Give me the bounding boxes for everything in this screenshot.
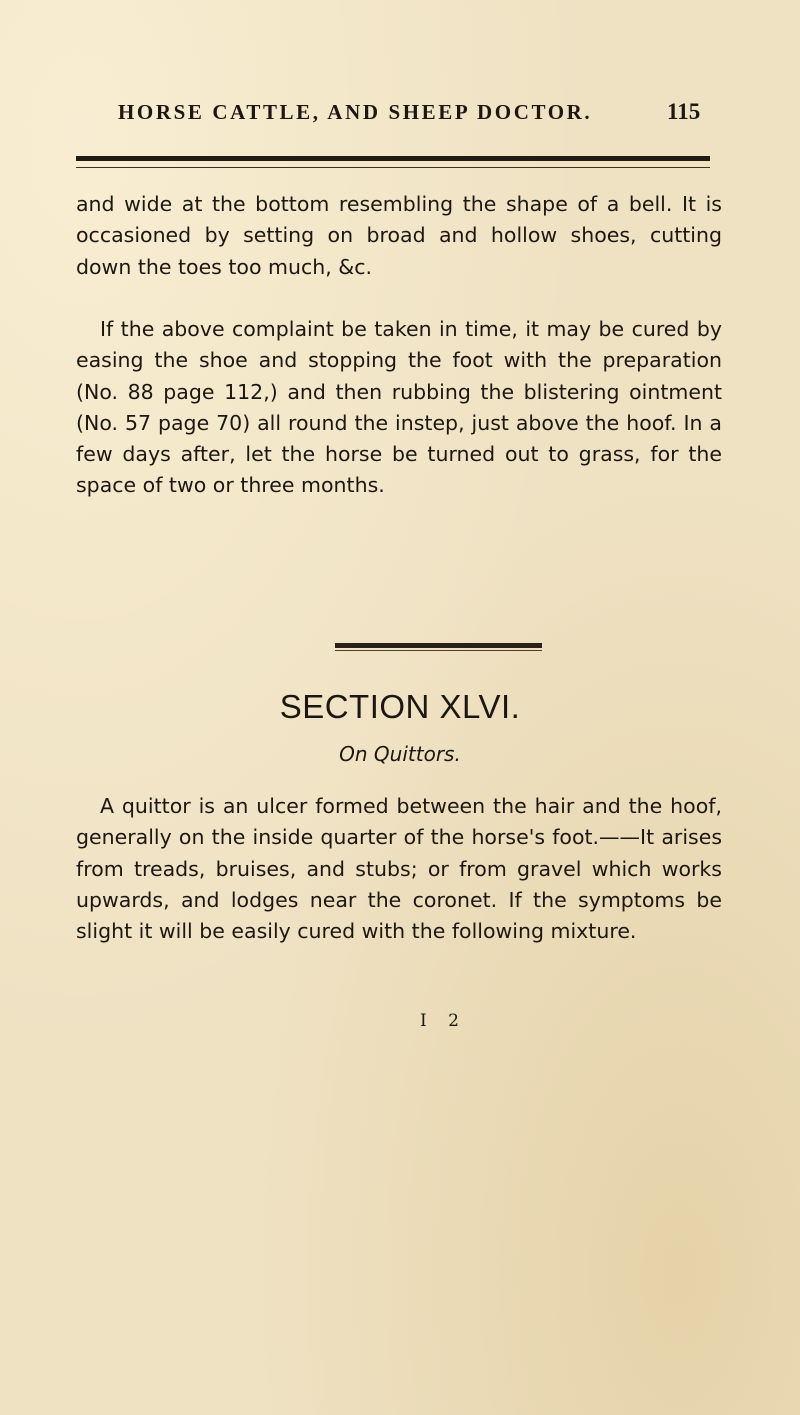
section-divider [335, 643, 542, 648]
paragraph-continuation: and wide at the bottom resembling the shape of a bell. It is occasioned by setting on broad and hollow shoes, cutting down the toes too much, &c. [76, 192, 722, 279]
page-number: 115 [667, 99, 701, 124]
paragraph-cure: If the above complaint be taken in time, it may be cured by easing the shoe and stopping the foot with the preparation (No. 88 page 112,) and then rubbing the blistering ointment (No. 57 page 70) all round the instep, just above the hoof. In a few days after, let the horse be turned out to grass, for the space of two or three months. [76, 317, 722, 498]
running-title: HORSE CATTLE, AND SHEEP DOCTOR. [118, 100, 593, 124]
running-head [118, 100, 718, 125]
paragraph-quittor: A quittor is an ulcer formed between the hair and the hoof, generally on the inside quarter of the horse's foot.——It arises from treads, bruises, and stubs; or from gravel which works upwards, and lodges near the coronet. If the symptoms be slight it will be easily cured with the following mixture. [76, 794, 722, 944]
header-rule-thick [76, 156, 710, 161]
section-title: SECTION XLVI. [279, 688, 521, 725]
section-subtitle: On Quittors. [339, 742, 461, 766]
signature-mark: I 2 [420, 1011, 467, 1031]
header-rule-thin [76, 167, 710, 168]
section-divider-thin [335, 650, 542, 651]
